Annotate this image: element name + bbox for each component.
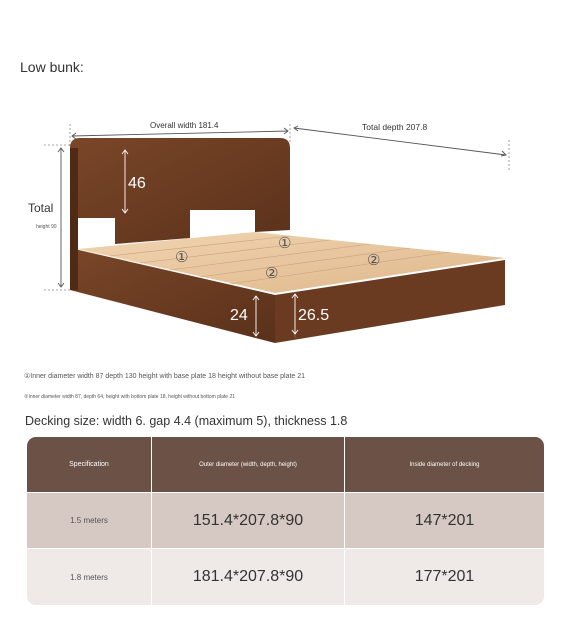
table-cell: 1.5 meters — [27, 492, 151, 548]
table-row — [27, 492, 544, 548]
total-height-label: height 90 — [36, 224, 57, 230]
compartment-marker: ② — [367, 251, 381, 269]
table-cell: 147*201 — [344, 492, 544, 548]
table-row — [27, 548, 544, 605]
table-cell: 151.4*207.8*90 — [151, 492, 344, 548]
clearance-height-label: 19 — [84, 225, 102, 242]
bed-dimension-diagram — [0, 100, 571, 360]
compartment-marker: ① — [278, 234, 292, 252]
table-cell: 177*201 — [344, 548, 544, 605]
headboard-height-label: 46 — [128, 175, 146, 192]
specification-table — [27, 437, 544, 605]
table-cell: 1.8 meters — [27, 548, 151, 605]
frame-height-label: 24 — [230, 307, 248, 324]
section-heading: Low bunk: — [20, 59, 84, 75]
compartment-marker: ② — [265, 264, 279, 282]
table-header-cell: Inside diameter of decking — [344, 437, 544, 492]
table-header-cell: Outer diameter (width, depth, height) — [151, 437, 344, 492]
table-header-cell: Specification — [69, 461, 109, 468]
compartment-note-1: ①Inner diameter width 87 depth 130 height with base plate 18 height without base plate 21 — [24, 373, 306, 380]
table-header-row — [27, 437, 544, 492]
compartment-marker: ① — [175, 248, 189, 266]
decking-size-text: Decking size: width 6. gap 4.4 (maximum 5), thickness 1.8 — [25, 414, 348, 428]
overall-width-label: Overall width 181.4 — [150, 121, 219, 130]
table-cell: 181.4*207.8*90 — [151, 548, 344, 605]
total-label: Total — [28, 201, 54, 215]
frame-total-height-label: 26.5 — [298, 307, 330, 324]
total-depth-label: Total depth 207.8 — [362, 122, 428, 132]
compartment-note-2: ②Inner diameter width 87, depth 64, height with bottom plate 18, height without bottom plate 21 — [24, 394, 236, 400]
